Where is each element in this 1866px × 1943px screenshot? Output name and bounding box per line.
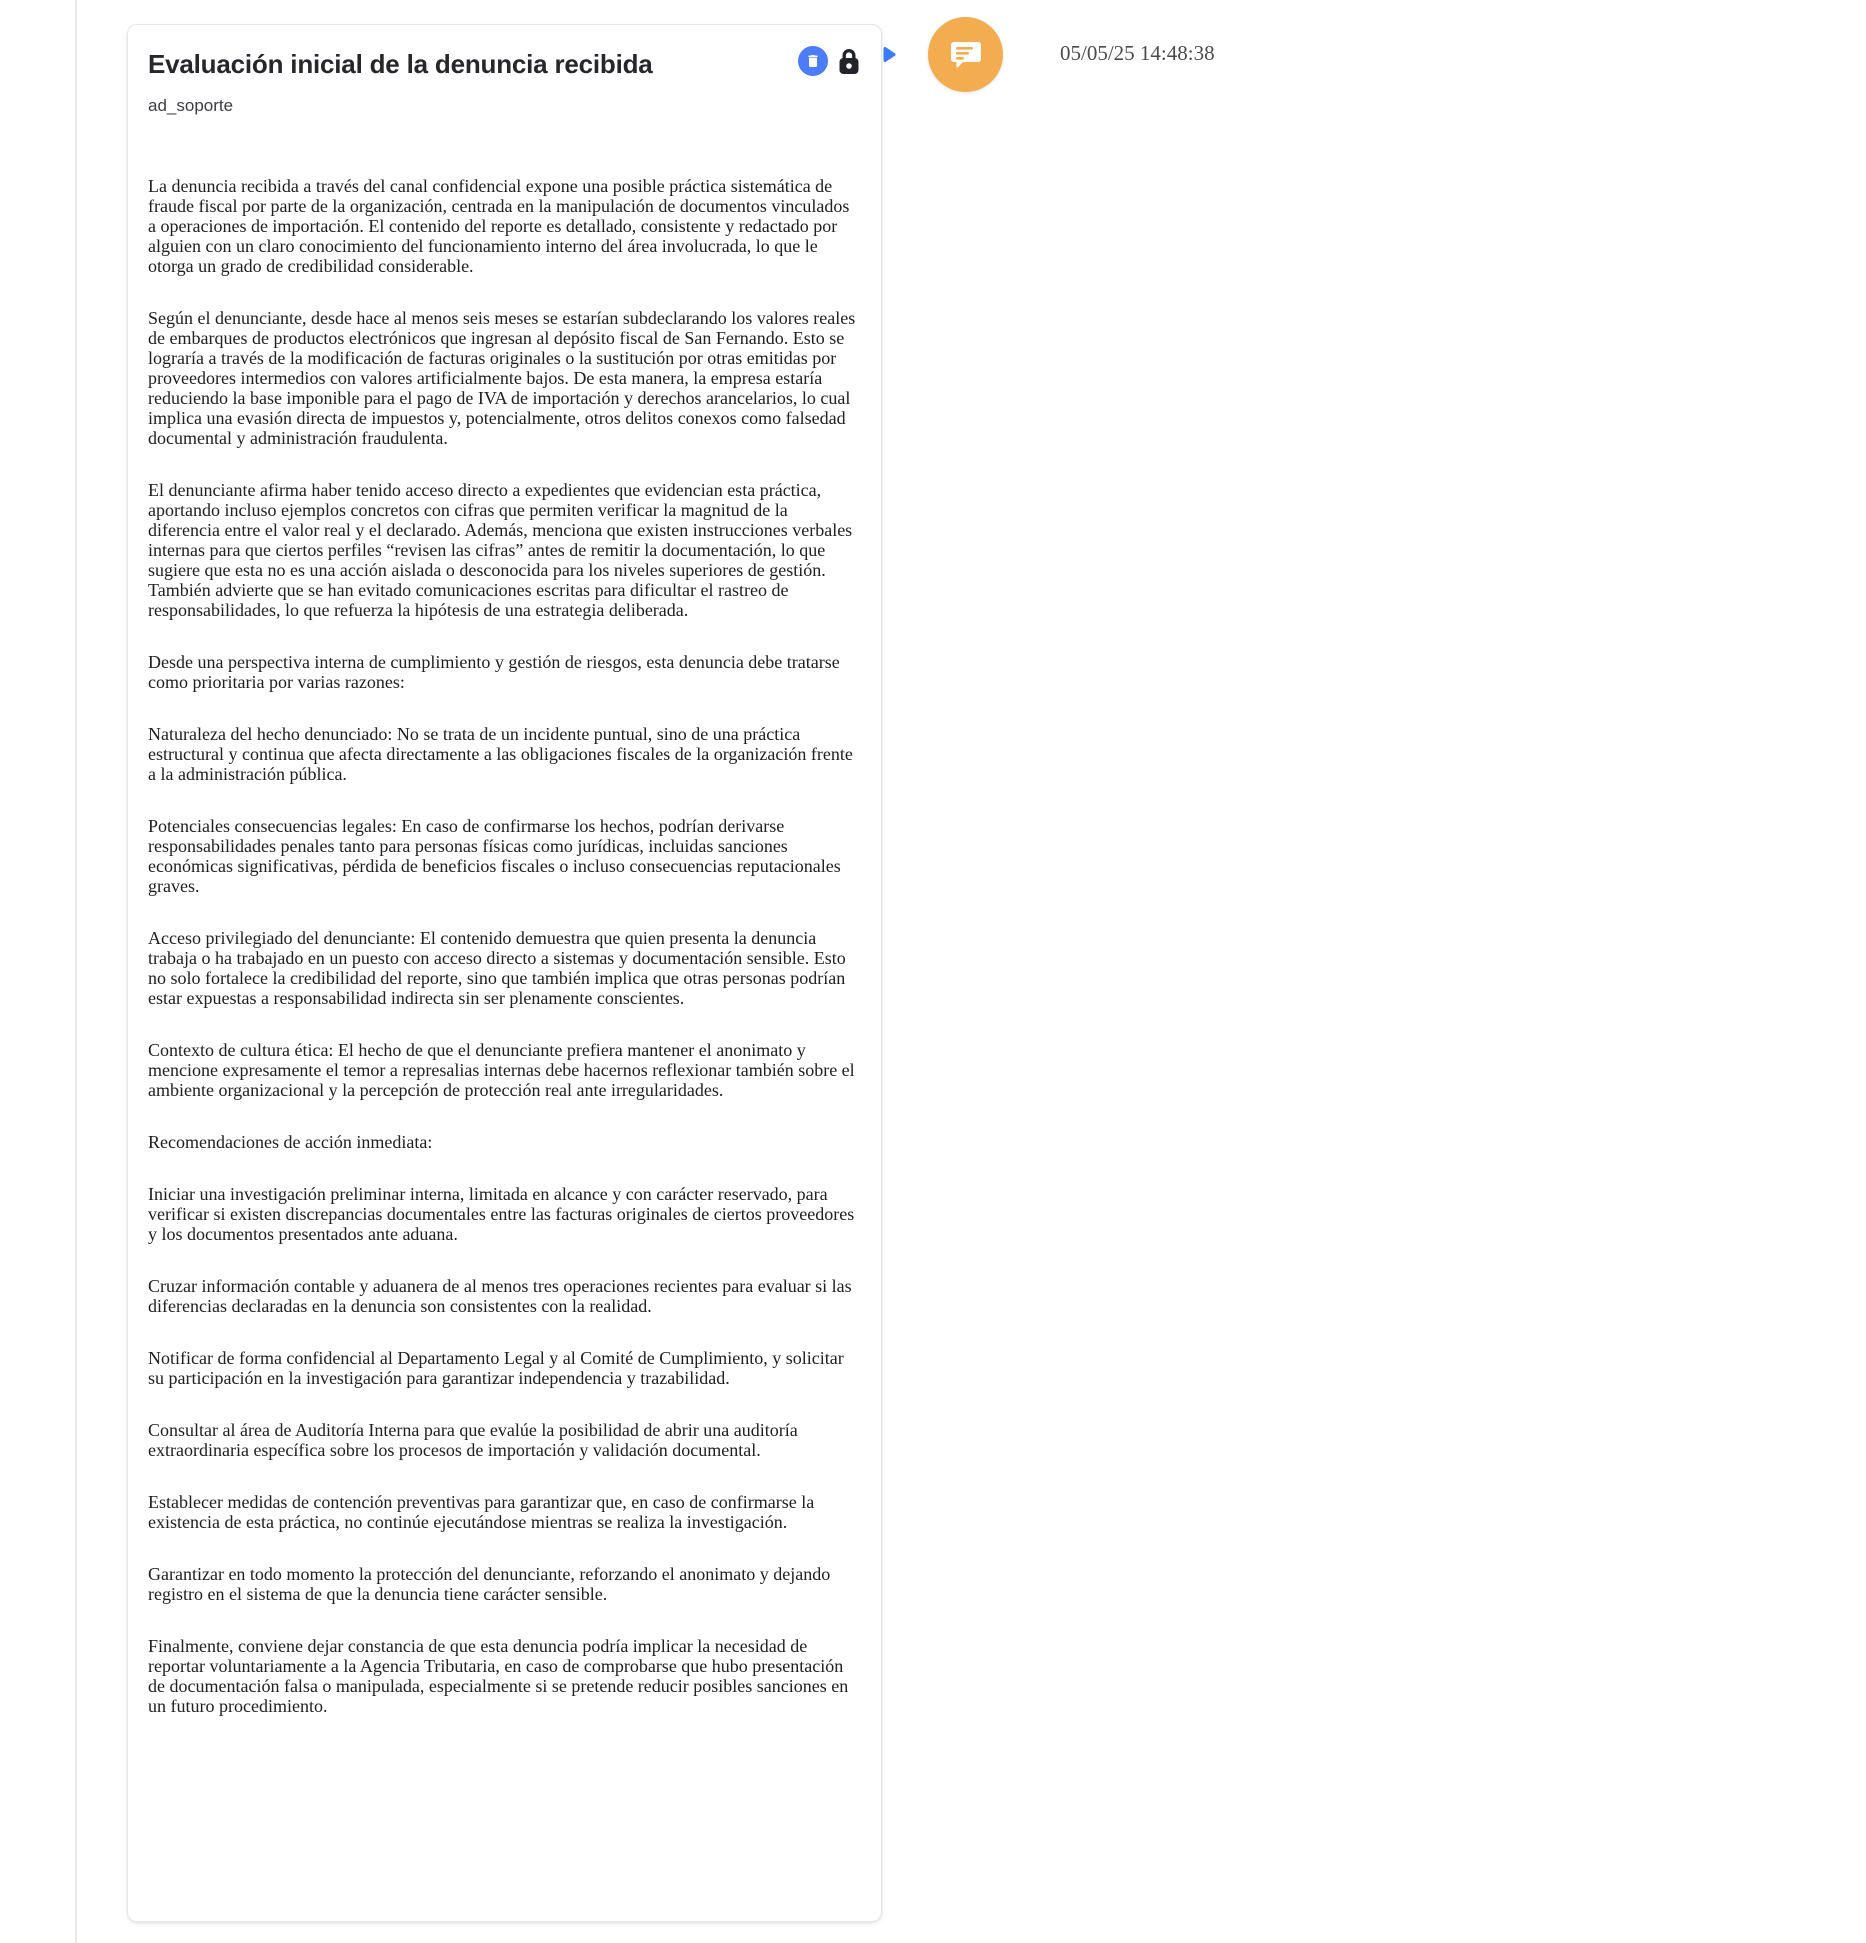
note-paragraph: El denunciante afirma haber tenido acceso directo a expedientes que evidencian esta práctica, aportando incluso ejemplos concretos con cifras que permiten verificar la magnitud de la diferencia entre el valor real y el declarado. Además, menciona que existen instrucciones verbales internas para que ciertos perfiles “revisen las cifras” antes de remitir la documentación, lo que sugiere que esta no es una acción aislada o desconocida para los niveles superiores de gestión. También advierte que se han evitado comunicaciones escritas para dificultar el rastreo de responsabilidades, lo que refuerza la hipótesis de una estrategia deliberada. [148,480,853,620]
note-body [148,176,861,1716]
note-paragraph: Contexto de cultura ética: El hecho de que el denunciante prefiera mantener el anonimato y mencione expresamente el temor a represalias internas debe hacernos reflexionar también sobre el ambiente organizacional y la percepción de protección real ante irregularidades. [148,1040,855,1100]
note-author: ad_soporte [148,96,234,115]
note-paragraph: Consultar al área de Auditoría Interna para que evalúe la posibilidad de abrir una auditoría extraordinaria específica sobre los procesos de importación y validación documental. [148,1420,798,1460]
trash-icon [805,53,821,69]
note-paragraph: Garantizar en todo momento la protección del denunciante, reforzando el anonimato y dejando registro en el sistema de que la denuncia tiene carácter sensible. [148,1564,831,1604]
note-paragraph: Cruzar información contable y aduanera de al menos tres operaciones recientes para evaluar si las diferencias declaradas en la denuncia son consistentes con la realidad. [148,1276,852,1316]
note-actions [798,46,861,76]
left-divider-line [75,0,77,1943]
comment-avatar[interactable] [928,17,1003,92]
note-paragraph: Naturaleza del hecho denunciado: No se trata de un incidente puntual, sino de una práctica estructural y continua que afecta directamente a las obligaciones fiscales de la organización frente a la administración pública. [148,724,853,784]
arrow-right-icon[interactable] [883,46,896,63]
note-paragraph: Acceso privilegiado del denunciante: El contenido demuestra que quien presenta la denuncia trabaja o ha trabajado en un puesto con acceso directo a sistemas y documentación sensible. Esto no solo fortalece la credibilidad del reporte, sino que también implica que otras personas podrían estar expuestas a responsabilidad indirecta sin ser plenamente conscientes. [148,928,846,1008]
note-paragraph: Establecer medidas de contención preventivas para garantizar que, en caso de confirmarse la existencia de esta práctica, no continúe ejecutándose mientras se realiza la investigación. [148,1492,815,1532]
note-paragraph: Desde una perspectiva interna de cumplimiento y gestión de riesgos, esta denuncia debe tratarse como prioritaria por varias razones: [148,652,840,692]
note-paragraph: Recomendaciones de acción inmediata: [148,1132,433,1152]
note-title: Evaluación inicial de la denuncia recibida [148,49,653,79]
note-paragraph: Iniciar una investigación preliminar interna, limitada en alcance y con carácter reservado, para verificar si existen discrepancias documentales entre las facturas originales de ciertos proveedores y los documentos presentados ante aduana. [148,1184,855,1244]
note-card-header [148,47,861,81]
note-paragraph: Notificar de forma confidencial al Departamento Legal y al Comité de Cumplimiento, y solicitar su participación en la investigación para garantizar independencia y trazabilidad. [148,1348,844,1388]
note-paragraph: Potenciales consecuencias legales: En caso de confirmarse los hechos, podrían derivarse responsabilidades penales tanto para personas físicas como jurídicas, incluidas sanciones económicas significativas, pérdida de beneficios fiscales o incluso consecuencias reputacionales graves. [148,816,841,896]
note-paragraph: La denuncia recibida a través del canal confidencial expone una posible práctica sistemática de fraude fiscal por parte de la organización, centrada en la manipulación de documentos vinculados a operaciones de importación. El contenido del reporte es detallado, consistente y redactado por alguien con un claro conocimiento del funcionamiento interno del área involucrada, lo que le otorga un grado de credibilidad considerable. [148,176,850,276]
timestamp: 05/05/25 14:48:38 [1060,41,1215,65]
note-card [127,24,882,1922]
note-paragraph: Según el denunciante, desde hace al menos seis meses se estarían subdeclarando los valores reales de embarques de productos electrónicos que ingresan al depósito fiscal de San Fernando. Esto se lograría a través de la modificación de facturas originales o la sustitución por otras emitidas por proveedores intermedios con valores artificialmente bajos. De esta manera, la empresa estaría reduciendo la base imponible para el pago de IVA de importación y derechos arancelarios, lo cual implica una evasión directa de impuestos y, potencialmente, otros delitos conexos como falsedad documental y administración fraudulenta. [148,308,856,448]
chat-bubble-icon [949,39,983,71]
note-paragraph: Finalmente, conviene dejar constancia de que esta denuncia podría implicar la necesidad de reportar voluntariamente a la Agencia Tributaria, en caso de comprobarse que hubo presentación de documentación falsa o manipulada, especialmente si se pretende reducir posibles sanciones en un futuro procedimiento. [148,1636,849,1716]
lock-icon[interactable] [837,47,861,76]
delete-button[interactable] [798,46,828,76]
